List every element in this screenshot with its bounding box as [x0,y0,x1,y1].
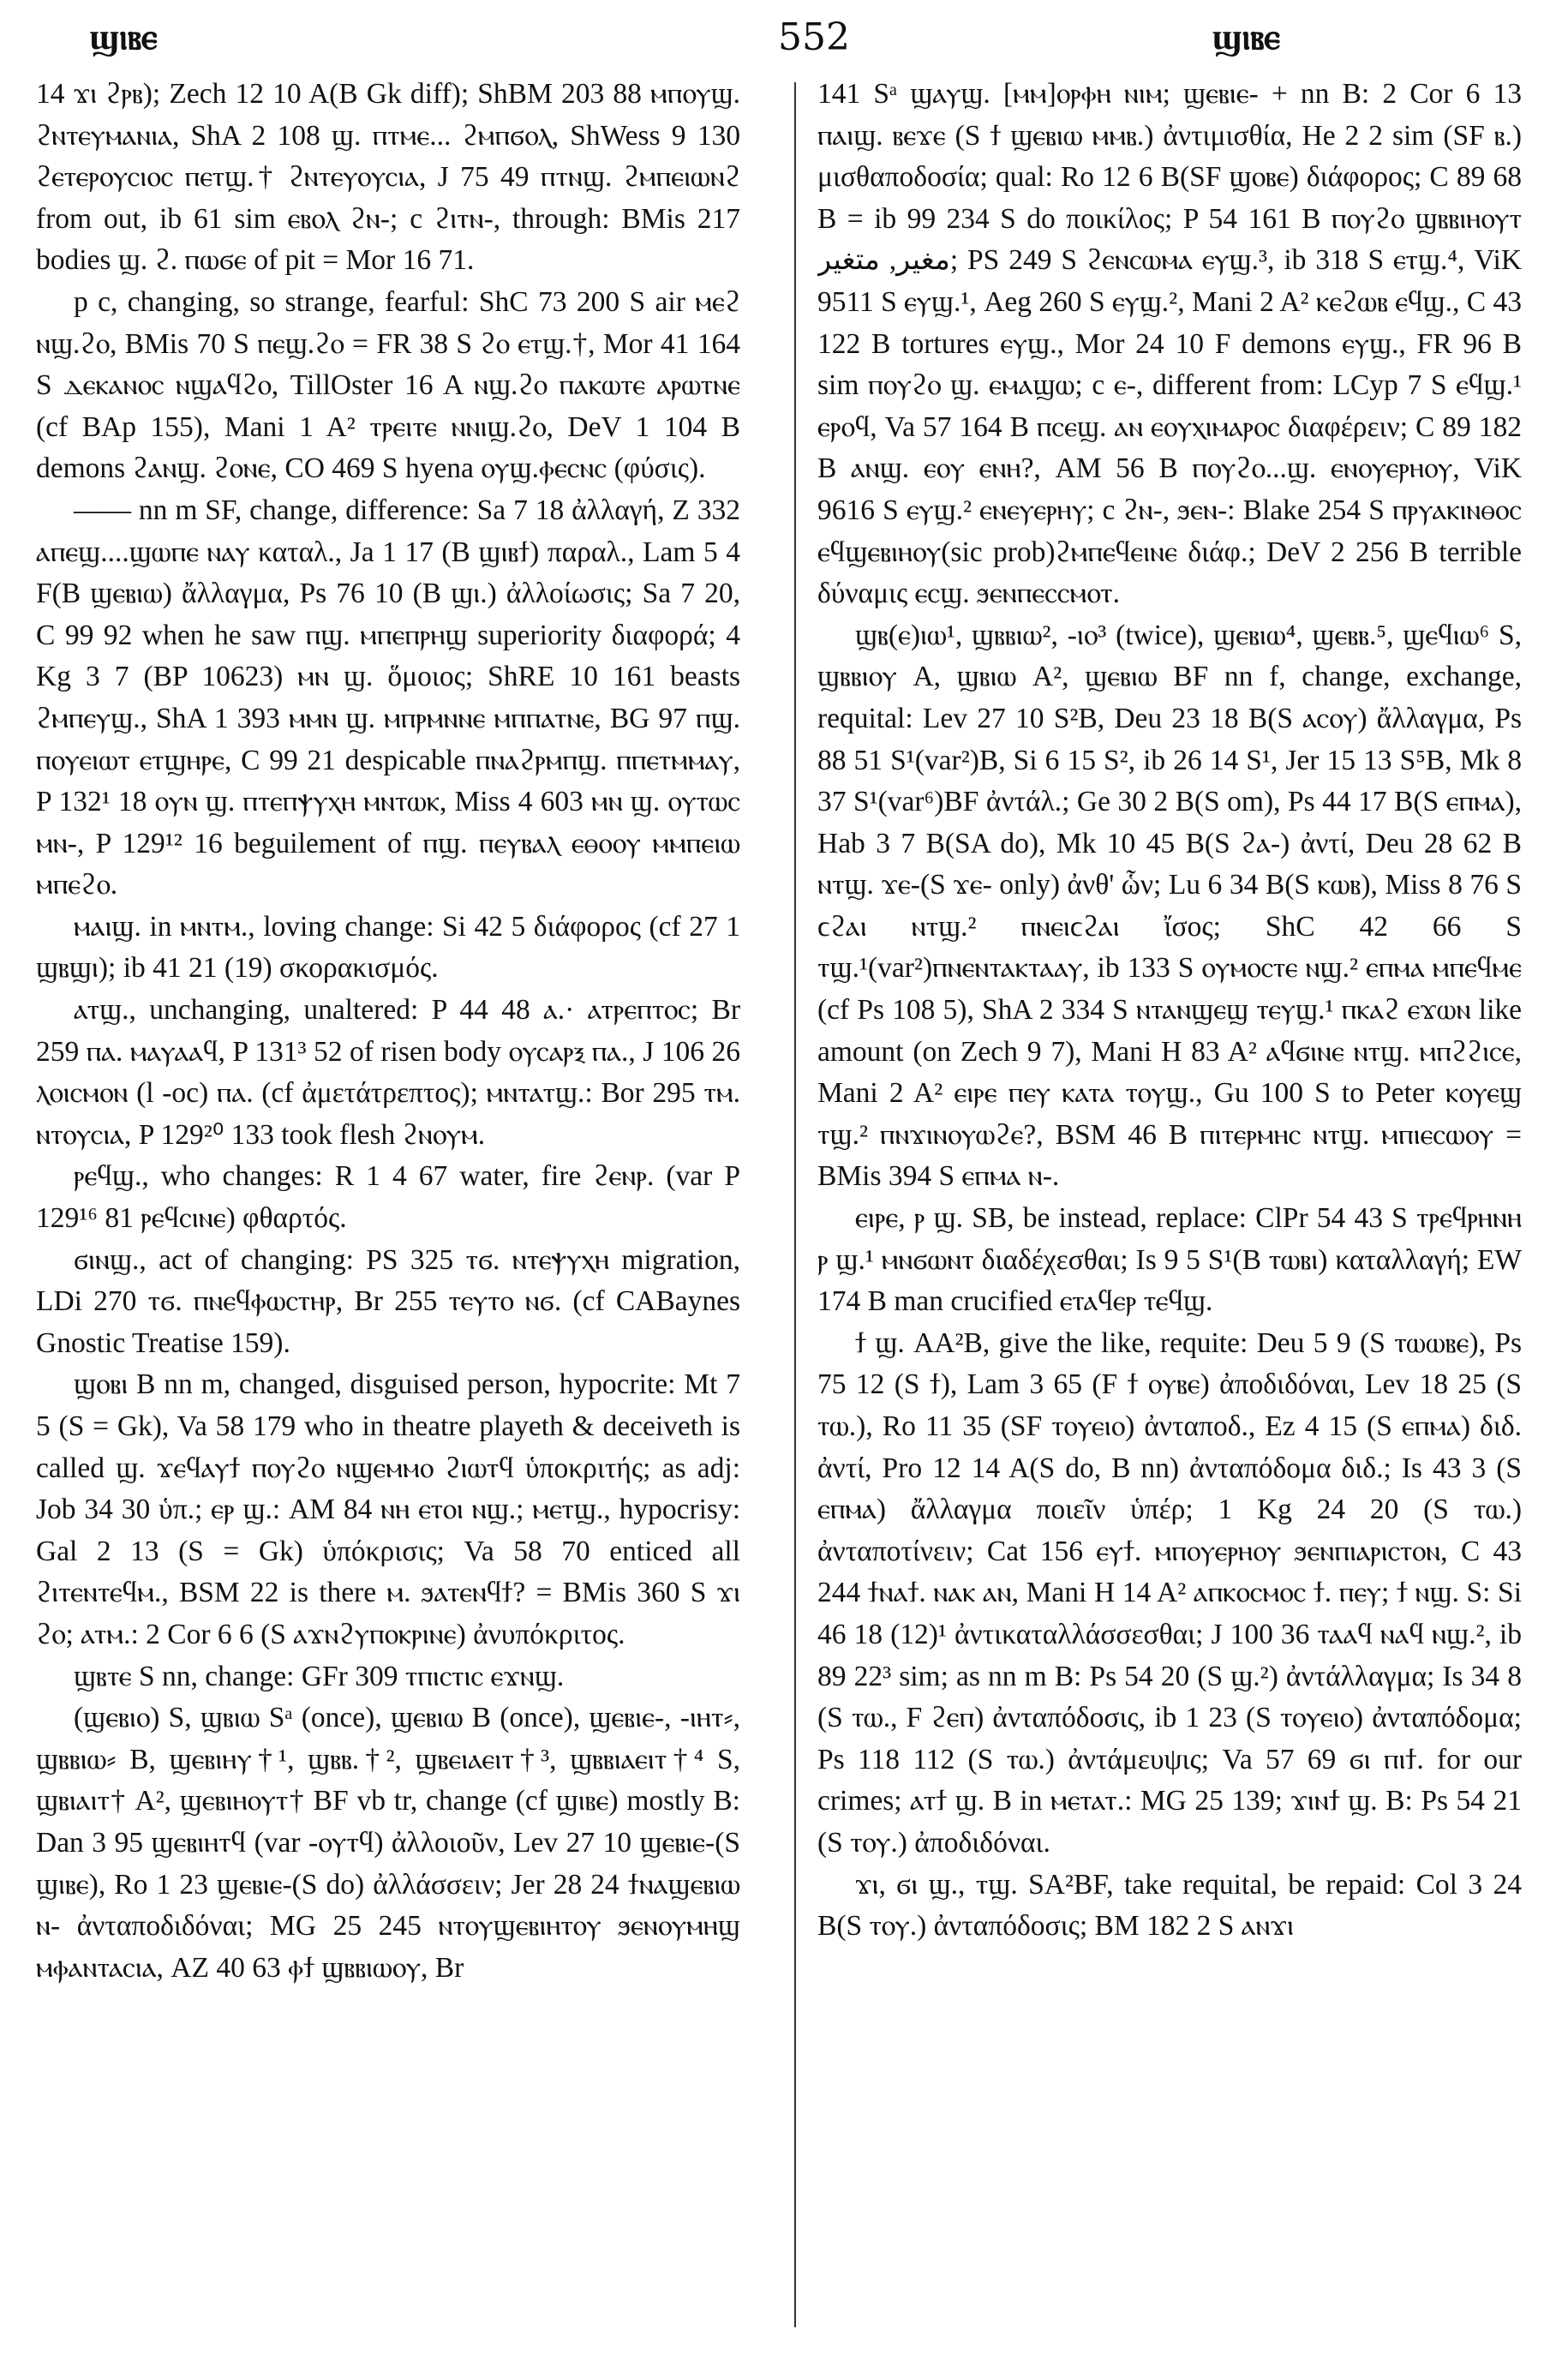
entry-paragraph: p c, changing, so strange, fearful: ShC 73 200 S air ⲙⲉϩ ⲛϣ.ϩⲟ, BMis 70 S ⲡⲉϣ.ϩⲟ = FR 38 S ϩⲟ ⲉⲧϣ.†, Mor 41 164 S ⲇⲉⲕⲁⲛⲟⲥ ⲛϣⲁϥϩⲟ, TillOster 16 A ⲛϣ.ϩⲟ ⲡⲁⲕⲱⲧⲉ ⲁⲣⲱⲧⲛⲉ (cf BAp 155), Mani 1 A² ⲧⲣⲉⲓⲧⲉ ⲛⲛⲓϣ.ϩⲟ, DeV 1 104 B demons ϩⲁⲛϣ. ϩⲟⲛⲉ, CO 469 S hyena ⲟⲩϣ.ⲫⲉⲥⲛⲥ (φύσις). [36,285,740,485]
entry-paragraph: ⲙⲁⲓϣ. in ⲙⲛⲧⲙ., loving change: Si 42 5 διάφορος (cf 27 1 ϣⲃϣⲓ); ib 41 21 (19) σκορακισμός. [36,910,740,985]
entry-paragraph: ⲉⲓⲣⲉ, ⲣ ϣ. SB, be instead, replace: ClPr 54 43 S ⲧⲣⲉϥⲣⲏⲛⲏ ⲣ ϣ.¹ ⲙⲛϭⲱⲛⲧ διαδέχεσθαι; Is 9 5 S¹(B ⲧⲱⲃⲓ) καταλλαγή; EW 174 B man crucified ⲉⲧⲁϥⲉⲣ ⲧⲉϥϣ. [817,1202,1522,1318]
entry-paragraph: 14 ϫⲓ ϩⲣⲃ); Zech 12 10 A(B Gk diff); ShBM 203 88 ⲙⲡⲟⲩϣ. ϩⲛⲧⲉⲩⲙⲁⲛⲓⲁ, ShA 2 108 ϣ. ⲡⲧⲙⲉ... ϩⲙⲡϭⲟⲗ, ShWess 9 130 ϩⲉⲧⲉⲣⲟⲩⲥⲓⲟⲥ ⲡⲉⲧϣ.† ϩⲛⲧⲉⲩⲟⲩⲥⲓⲁ, J 75 49 ⲡⲧⲛϣ. ϩⲙⲡⲉⲓⲱⲛϩ from out, ib 61 sim ⲉⲃⲟⲗ ϩⲛ-; c ϩⲓⲧⲛ-, through: BMis 217 bodies ϣ. ϩ. ⲡⲱϭⲉ of pit = Mor 16 71. [36,78,740,277]
entry-paragraph: 141 Sᵃ ϣⲁⲩϣ. [ⲙⲙ]ⲟⲣⲫⲏ ⲛⲓⲙ; ϣⲉⲃⲓⲉ- + nn B: 2 Cor 6 13 ⲡⲁⲓϣ. ⲃⲉϫⲉ (S ϯ ϣⲉⲃⲓⲱ ⲙⲙⲃ.) ἀντιμισθία, He 2 2 sim (SF ⲃ.) μισθαποδοσία; qual: Ro 12 6 B(SF ϣⲟⲃⲉ) διάφορος; C 89 68 B = ib 99 234 S do ποικίλος; P 54 161 B ⲡⲟⲩϩⲟ ϣⲃⲃⲓⲏⲟⲩⲧ ﻣﻐﻴﺮ, ﻣﺘﻐﻴﺮ; PS 249 S ϩⲉⲛⲥⲱⲙⲁ ⲉⲩϣ.³, ib 318 S ⲉⲧϣ.⁴, ViK 9511 S ⲉⲩϣ.¹, Aeg 260 S ⲉⲩϣ.², Mani 2 A² ⲕⲉϩⲱⲃ ⲉϥϣ., C 43 122 B tortures ⲉⲩϣ., Mor 24 10 F demons ⲉⲩϣ., FR 96 B sim ⲡⲟⲩϩⲟ ϣ. ⲉⲙⲁϣⲱ; c ⲉ-, different from: LCyp 7 S ⲉϥϣ.¹ ⲉⲣⲟϥ, Va 57 164 B ⲡⲥⲉϣ. ⲁⲛ ⲉⲟⲩⲭⲓⲙⲁⲣⲟⲥ διαφέρειν; C 89 182 B ⲁⲛϣ. ⲉⲟⲩ ⲉⲛⲏ?, AM 56 B ⲡⲟⲩϩⲟ...ϣ. ⲉⲛⲟⲩⲉⲣⲏⲟⲩ, ViK 9616 S ⲉⲩϣ.² ⲉⲛⲉⲩⲉⲣⲏⲩ; c ϩⲛ-, ϧⲉⲛ-: Blake 254 S ⲡⲣⲩⲁⲕⲓⲛⲑⲟⲥ ⲉϥϣⲉⲃⲓⲏⲟⲩ(sic prob)ϩⲙⲡⲉϥⲉⲓⲛⲉ διάφ.; DeV 2 256 B terrible δύναμις ⲉⲥϣ. ϧⲉⲛⲡⲉⲥⲥⲙⲟⲧ. [817,78,1522,610]
entry-paragraph: ϣⲟⲃⲓ B nn m, changed, disguised person, hypocrite: Mt 7 5 (S = Gk), Va 58 179 who in theatre playeth & deceiveth is called ϣ. ϫⲉϥⲁⲩϯ ⲡⲟⲩϩⲟ ⲛϣⲉⲙⲙⲟ ϩⲓⲱⲧϥ ὑποκριτής; as adj: Job 34 30 ὑπ.; ⲉⲣ ϣ.: AM 84 ⲛⲏ ⲉⲧⲟⲓ ⲛϣ.; ⲙⲉⲧϣ., hypocrisy: Gal 2 13 (S = Gk) ὑπόκρισις; Va 58 70 enticed all ϩⲓⲧⲉⲛⲧⲉϥⲙ., BSM 22 is there ⲙ. ϧⲁⲧⲉⲛϥϯ? = BMis 360 S ϫⲓ ϩⲟ; ⲁⲧⲙ.: 2 Cor 6 6 (S ⲁϫⲛϩⲩⲡⲟⲕⲣⲓⲛⲉ) ἀνυπόκριτος. [36,1368,740,1650]
entry-paragraph: ϣⲃⲧⲉ S nn, change: GFr 309 ⲧⲡⲓⲥⲧⲓⲥ ⲉϫⲛϣ. [74,1660,565,1692]
page-number: 552 [778,15,850,59]
entry-paragraph: (ϣⲉⲃⲓⲟ) S, ϣⲃⲓⲱ Sᵃ (once), ϣⲉⲃⲓⲱ B (once), ϣⲉⲃⲓⲉ-, -ⲓⲏⲧ⸗, ϣⲃⲃⲓⲱ⸗ B, ϣⲉⲃⲓⲏⲩ†¹, ϣⲃⲃ.†², ϣⲃⲉⲓⲁⲉⲓⲧ†³, ϣⲃⲃⲓⲁⲉⲓⲧ†⁴ S, ϣⲃⲓⲁⲓⲧ† A², ϣⲉⲃⲓⲏⲟⲩⲧ† BF vb tr, change (cf ϣⲓⲃⲉ) mostly B: Dan 3 95 ϣⲉⲃⲓⲏⲧϥ (var -ⲟⲩⲧϥ) ἀλλοιοῦν, Lev 27 10 ϣⲉⲃⲓⲉ-(S ϣⲓⲃⲉ), Ro 1 23 ϣⲉⲃⲓⲉ-(S do) ἀλλάσσειν; Jer 28 24 ϯⲛⲁϣⲉⲃⲓⲱ ⲛ- ἀνταποδιδόναι; MG 25 245 ⲛⲧⲟⲩϣⲉⲃⲓⲏⲧⲟⲩ ϧⲉⲛⲟⲩⲙⲏϣ ⲙⲫⲁⲛⲧⲁⲥⲓⲁ, AZ 40 63 ⲫϯ ϣⲃⲃⲓⲱⲟⲩ, Br [36,1702,740,1984]
entry-paragraph: —— nn m SF, change, difference: Sa 7 18 ἀλλαγή, Z 332 ⲁⲡⲉϣ....ϣⲱⲡⲉ ⲛⲁⲩ καταλ., Ja 1 17 (B ϣⲓⲃϯ) παραλ., Lam 5 4 F(B ϣⲉⲃⲓⲱ) ἄλλαγμα, Ps 76 10 (B ϣⲓ.) ἀλλοίωσις; Sa 7 20, C 99 92 when he saw ⲡϣ. ⲙⲡⲉⲡⲣⲏϣ superiority διαφορά; 4 Kg 3 7 (BP 10623) ⲙⲛ ϣ. ὅμοιος; ShRE 10 161 beasts ϩⲙⲡⲉⲩϣ., ShA 1 393 ⲙⲙⲛ ϣ. ⲙⲡⲣⲙⲛⲛⲉ ⲙⲡⲡⲁⲧⲛⲉ, BG 97 ⲡϣ. ⲡⲟⲩⲉⲓⲱⲧ ⲉⲧϣⲏⲣⲉ, C 99 21 despicable ⲡⲛⲁϩⲣⲙⲡϣ. ⲡⲡⲉⲧⲙⲙⲁⲩ, P 132¹ 18 ⲟⲩⲛ ϣ. ⲡⲧⲉⲡⲯⲩⲭⲏ ⲙⲛⲧⲱⲕ, Miss 4 603 ⲙⲛ ϣ. ⲟⲩⲧⲱⲥ ⲙⲛ-, P 129¹² 16 beguilement of ⲡϣ. ⲡⲉⲩⲃⲁⲗ ⲉⲑⲟⲟⲩ ⲙⲙⲡⲉⲓⲱ ⲙⲡⲉϩⲟ. [36,494,740,901]
running-head-right: ϣⲓⲃⲉ [1212,15,1280,57]
entry-paragraph: ⲁⲧϣ., unchanging, unaltered: P 44 48 ⲁ.· ⲁⲧⲣⲉⲡⲧⲟⲥ; Br 259 ⲡⲁ. ⲙⲁⲩⲁⲁϥ, P 131³ 52 of risen body ⲟⲩⲥⲁⲣⲝ ⲡⲁ., J 106 26 ⲗⲟⲓⲥⲙⲟⲛ (l -oc) ⲡⲁ. (cf ἀμετάτρεπτος); ⲙⲛⲧⲁⲧϣ.: Bor 295 ⲧⲙ. ⲛⲧⲟⲩⲥⲓⲁ, P 129²⁰ 133 took flesh ϩⲛⲟⲩⲙ. [36,994,740,1151]
entry-paragraph: ϫⲓ, ϭⲓ ϣ., ⲧϣ. SA²BF, take requital, be repaid: Col 3 24 B(S ⲧⲟⲩ.) ἀνταπόδοσις; BM 182 2 S ⲁⲛϫⲓ [817,1868,1522,1943]
entry-paragraph: ϭⲓⲛϣ., act of changing: PS 325 ⲧϭ. ⲛⲧⲉⲯⲩⲭⲏ migration, LDi 270 ⲧϭ. ⲡⲛⲉϥⲫⲱⲥⲧⲏⲣ, Br 255 ⲧⲉⲩⲧⲟ ⲛϭ. (cf CABaynes Gnostic Treatise 159). [36,1243,740,1359]
left-column [36,74,740,2336]
right-column [817,74,1522,2336]
column-divider [794,82,796,2327]
entry-paragraph: ϣⲃ(ⲉ)ⲓⲱ¹, ϣⲃⲃⲓⲱ², -ⲓⲟ³ (twice), ϣⲉⲃⲓⲱ⁴, ϣⲉⲃⲃ.⁵, ϣⲉϥⲓⲱ⁶ S, ϣⲃⲃⲓⲟⲩ A, ϣⲃⲓⲱ A², ϣⲉⲃⲓⲱ BF nn f, change, exchange, requital: Lev 27 10 S²B, Deu 23 18 B(S ⲁⲥⲟⲩ) ἄλλαγμα, Ps 88 51 S¹(var²)B, Si 6 15 S², ib 26 14 S¹, Jer 15 13 S⁵B, Mk 8 37 S¹(var⁶)BF ἀντάλ.; Ge 30 2 B(S om), Ps 44 17 B(S ⲉⲡⲙⲁ), Hab 3 7 B(SA do), Mk 10 45 B(S ϩⲁ-) ἀντί, Deu 28 62 B ⲛⲧϣ. ϫⲉ-(S ϫⲉ- only) ἀνθ' ὧν; Lu 6 34 B(S ⲕⲱⲃ), Miss 8 76 S ϲϩⲁⲓ ⲛⲧϣ.² ⲡⲛⲉⲓϲϩⲁⲓ ἴσος; ShC 42 66 S ⲧϣ.¹(var²)ⲡⲛⲉⲛⲧⲁⲕⲧⲁⲁⲩ, ib 133 S ⲟⲩⲙⲟⲥⲧⲉ ⲛϣ.² ⲉⲡⲙⲁ ⲙⲡⲉϥⲙⲉ (cf Ps 108 5), ShA 2 334 S ⲛⲧⲁⲛϣⲉϣ ⲧⲉⲩϣ.¹ ⲡⲕⲁϩ ⲉϫⲱⲛ like amount (on Zech 9 7), Mani H 83 A² ⲁϥϭⲓⲛⲉ ⲛⲧϣ. ⲙⲡϩϩⲓⲥⲉ, Mani 2 A² ⲉⲓⲣⲉ ⲡⲉⲩ ⲕⲁⲧⲁ ⲧⲟⲩϣ., Gu 100 S to Peter ⲕⲟⲩⲉϣ ⲧϣ.² ⲡⲛϫⲓⲛⲟⲩⲱϩⲉ?, BSM 46 B ⲡⲓⲧⲉⲣⲙⲏⲥ ⲛⲧϣ. ⲙⲡⲓⲉⲥⲱⲟⲩ = BMis 394 S ⲉⲡⲙⲁ ⲛ-. [817,619,1522,1193]
entry-paragraph: ⲣⲉϥϣ., who changes: R 1 4 67 water, fire ϩⲉⲛⲣ. (var P 129¹⁶ 81 ⲣⲉϥⲥⲓⲛⲉ) φθαρτός. [36,1160,740,1235]
entry-paragraph: ϯ ϣ. AA²B, give the like, requite: Deu 5 9 (S ⲧⲱⲱⲃⲉ), Ps 75 12 (S ϯ), Lam 3 65 (F ϯ ⲟⲩⲃⲉ) ἀποδιδόναι, Lev 18 25 (S ⲧⲱ.), Ro 11 35 (SF ⲧⲟⲩⲉⲓⲟ) ἀνταποδ., Ez 4 15 (S ⲉⲡⲙⲁ) διδ. ἀντί, Pro 12 14 A(S do, B nn) ἀνταπόδομα διδ.; Is 43 3 (S ⲉⲡⲙⲁ) ἄλλαγμα ποιεῖν ὑπέρ; 1 Kg 24 20 (S ⲧⲱ.) ἀνταποτίνειν; Cat 156 ⲉⲩϯ. ⲙⲡⲟⲩⲉⲣⲏⲟⲩ ϧⲉⲛⲡⲓⲁⲣⲓⲥⲧⲟⲛ, C 43 244 ϯⲛⲁϯ. ⲛⲁⲕ ⲁⲛ, Mani H 14 A² ⲁⲡⲕⲟⲥⲙⲟⲥ ϯ. ⲡⲉⲩ; ϯ ⲛϣ. S: Si 46 18 (12)¹ ἀντικαταλλάσσεσθαι; J 100 36 ⲧⲁⲁϥ ⲛⲁϥ ⲛϣ.², ib 89 22³ sim; as nn m B: Ps 54 20 (S ϣ.²) ἀντάλλαγμα; Is 34 8 (S ⲧⲱ., F ϩⲉⲡ) ἀνταπόδοσις, ib 1 23 (S ⲧⲟⲩⲉⲓⲟ) ἀνταπόδομα; Ps 118 112 (S ⲧⲱ.) ἀντάμευψις; Va 57 69 ϭⲓ ⲡⲓϯ. for our crimes; ⲁⲧϯ ϣ. B in ⲙⲉⲧⲁⲧ.: MG 25 139; ϫⲓⲛϯ ϣ. B: Ps 54 21 (S ⲧⲟⲩ.) ἀποδιδόναι. [817,1326,1522,1859]
running-head-left: ϣⲓⲃⲉ [89,15,158,57]
